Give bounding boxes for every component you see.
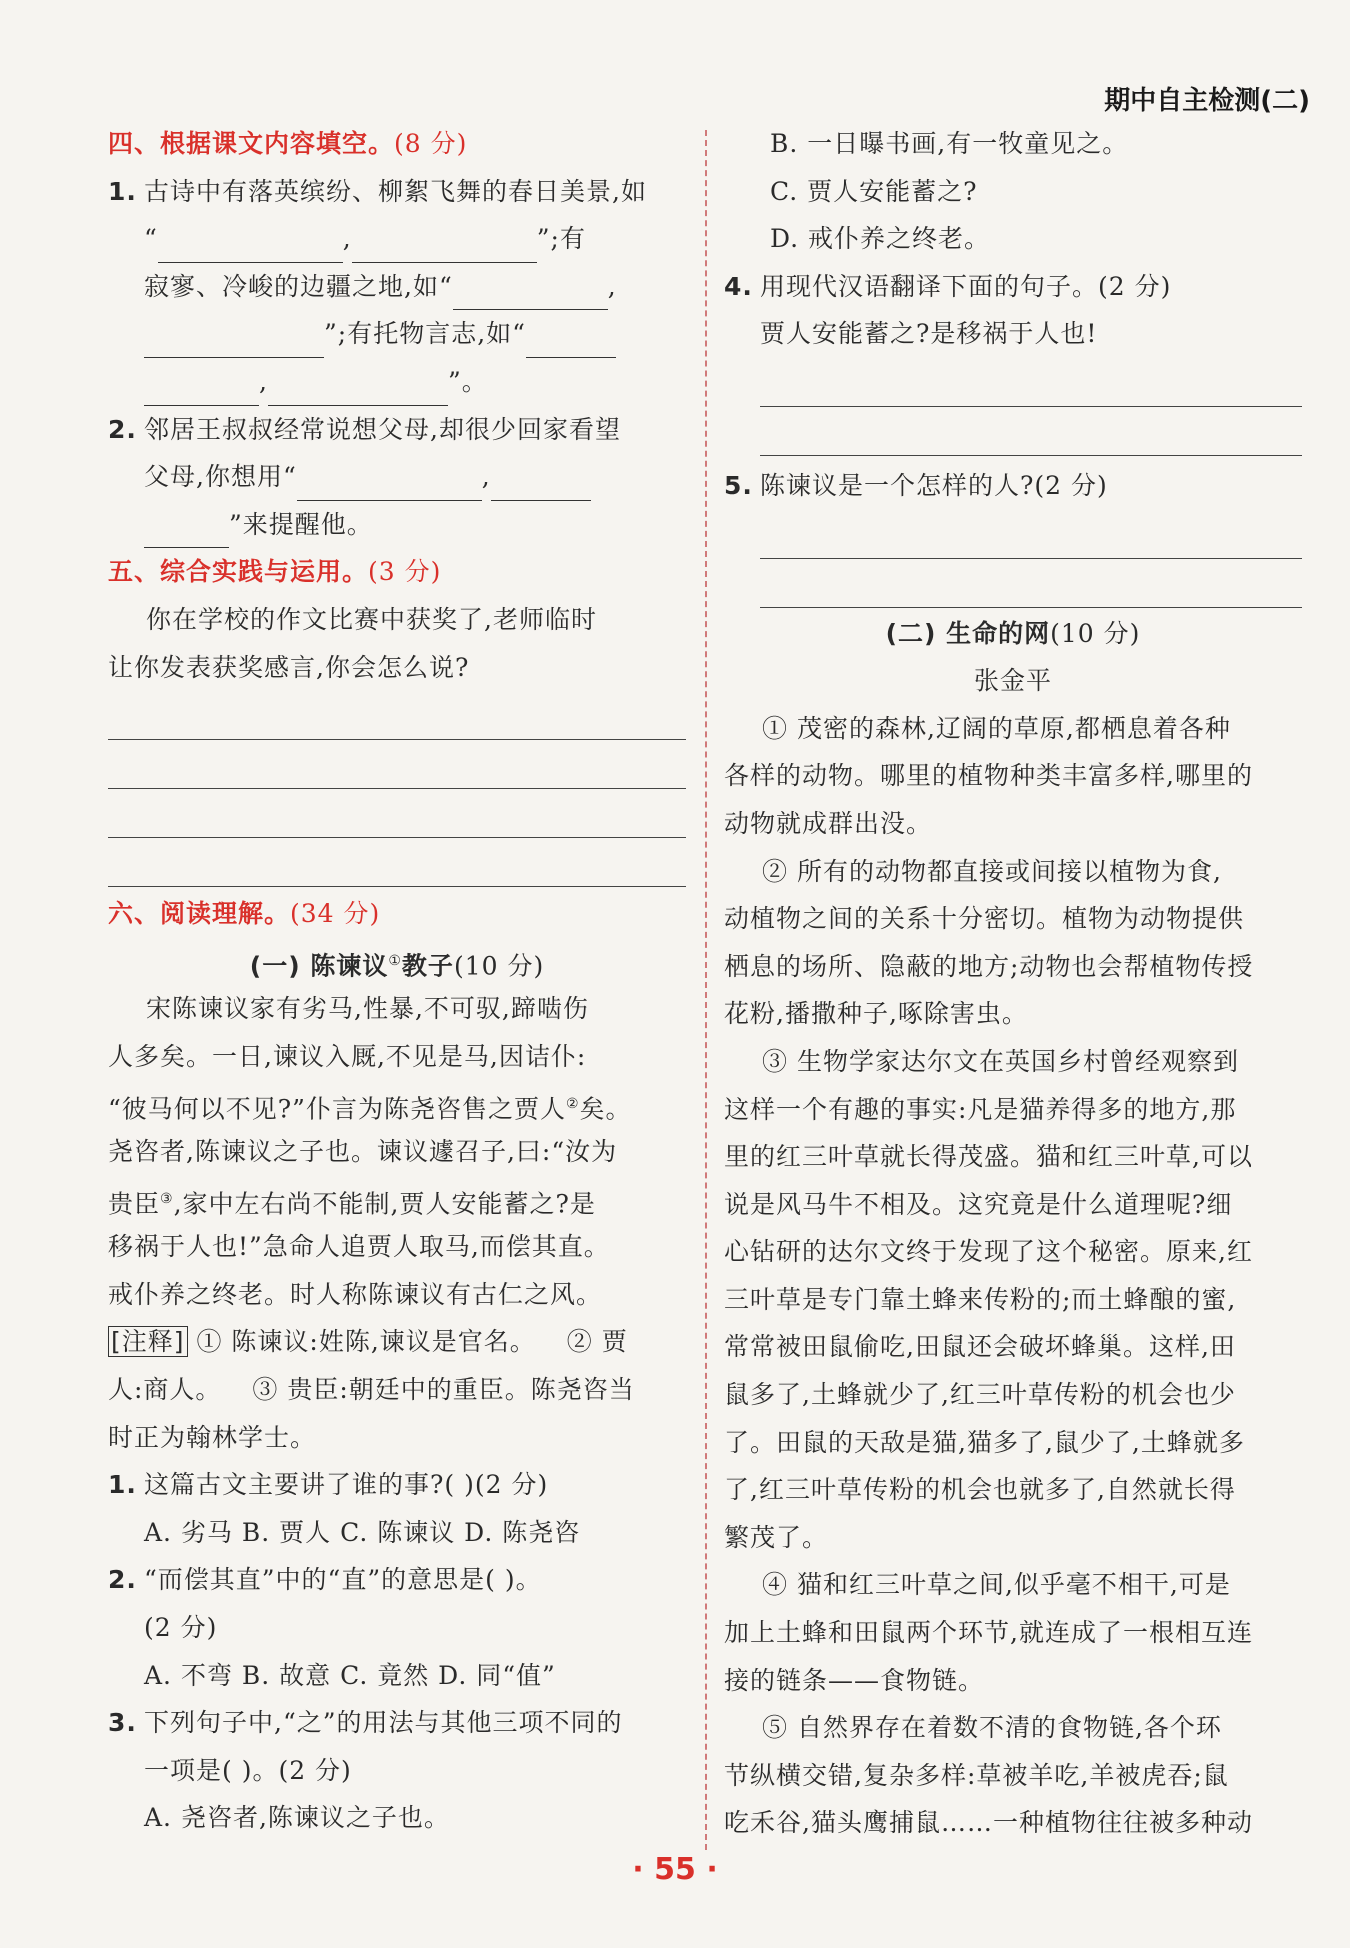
note-text: ② 贾 [566,1327,628,1357]
s6-q3-option-b[interactable]: B. 一日曝书画,有一牧童见之。 [770,129,1129,158]
s6-q3-option-a[interactable]: A. 尧咨者,陈谏议之子也。 [144,1803,450,1833]
s6-q4 [724,263,1302,311]
passage-2-line: 常常被田鼠偷吃,田鼠还会破坏蜂巢。这样,田 [724,1332,1236,1362]
passage-1-title-text: (一) 陈谏议 [249,951,389,981]
footnote-marker: ② [565,1095,580,1112]
header-title: 期中自主检测(二) [1104,86,1310,116]
answer-line[interactable] [108,691,686,740]
s6-q3-option-c[interactable]: C. 贾人安能蓄之? [770,176,978,206]
passage-2-line: 花粉,播撒种子,啄除害虫。 [724,999,1028,1029]
section-4-heading [108,120,686,168]
notes-line3: 时正为翰林学士。 [108,1422,317,1452]
passage-2-line: 繁茂了。 [724,1522,829,1552]
passage-1-line [108,1081,686,1129]
punct: , [481,462,491,492]
passage-2-line: 吃禾谷,猫头鹰捕鼠……一种植物往往被多种动 [724,1808,1253,1838]
passage-1-points: (10 分) [453,951,545,981]
punct: , [607,271,617,301]
section-5-heading [108,548,686,596]
page-number: · 55 · [632,1852,718,1887]
s6-q1-options[interactable]: A. 劣马 B. 贾人 C. 陈谏议 D. 陈尧咨 [144,1517,581,1547]
answer-line[interactable] [760,358,1302,407]
s4-q1-text: ”;有托物言志,如“ [324,319,526,349]
s4-q1-line3 [108,263,686,311]
fill-blank[interactable] [297,470,482,501]
s4-q1-line2 [108,215,686,263]
note-text: ① 陈谏议:姓陈,谏议是官名。 [196,1327,536,1357]
s6-q4-sentence: 贾人安能蓄之?是移祸于人也! [760,319,1098,349]
fill-blank[interactable] [491,470,591,501]
passage-1-line: 戒仆养之终老。时人称陈谏议有古仁之风。 [108,1279,603,1309]
s6-q2-options[interactable]: A. 不弯 B. 故意 C. 竟然 D. 同“值” [144,1660,556,1690]
s4-q1-text: 古诗中有落英缤纷、柳絮飞舞的春日美景,如 [144,176,647,206]
passage-text: “彼马何以不见?”仆言为陈尧咨售之贾人 [108,1093,566,1123]
passage-2-line: 说是风马牛不相及。这究竟是什么道理呢?细 [724,1189,1233,1219]
section-4-title: 四、根据课文内容填空。 [108,129,395,158]
footnote-marker: ③ [160,1190,174,1207]
punct: , [259,366,268,396]
passage-text: ,家中左右尚不能制,贾人安能蓄之?是 [173,1189,596,1219]
s4-q2-line2 [108,453,686,501]
s4-q2-text: 邻居王叔叔经常说想父母,却很少回家看望 [144,414,621,444]
section-6-heading [108,890,686,938]
s6-q3-line2: 一项是( )。(2 分) [144,1755,352,1785]
passage-2-points: (10 分) [1050,618,1141,648]
s6-q2-text: “而偿其直”中的“直”的意思是( )。 [144,1565,542,1595]
s4-q1-line1 [108,168,686,216]
passage-2-line: ③ 生物学家达尔文在英国乡村曾经观察到 [762,1046,1239,1076]
fill-blank[interactable] [526,327,616,358]
passage-text: 贵臣 [108,1189,161,1219]
passage-2-line: 了。田鼠的天敌是猫,猫多了,鼠少了,土蜂就多 [724,1427,1245,1457]
fill-blank[interactable] [144,375,259,406]
s6-q3-text: 下列句子中,“之”的用法与其他三项不同的 [144,1708,623,1738]
passage-2-line: 了,红三叶草传粉的机会也就多了,自然就长得 [724,1475,1236,1505]
passage-2-line: ④ 猫和红三叶草之间,似乎毫不相干,可是 [762,1570,1231,1600]
passage-text: 矣。 [579,1093,632,1123]
passage-2-line: 三叶草是专门靠土蜂来传粉的;而土蜂酿的蜜, [724,1284,1237,1314]
s6-q1 [108,1461,686,1509]
passage-2-line: 加上土蜂和田鼠两个环节,就连成了一根相互连 [724,1618,1253,1648]
section-6-title: 六、阅读理解。 [108,899,291,929]
answer-line[interactable] [760,559,1302,608]
left-column [108,120,686,1842]
answer-line[interactable] [108,740,686,789]
s6-q4-text: 用现代汉语翻译下面的句子。(2 分) [760,271,1172,301]
s6-q5-text: 陈谏议是一个怎样的人?(2 分) [760,470,1108,500]
s6-q1-text: 这篇古文主要讲了谁的事?( )(2 分) [144,1470,549,1500]
passage-2-author: 张金平 [973,666,1052,696]
s4-q2-text: 父母,你想用“ [144,462,297,492]
question-number: 2. [108,414,137,444]
s4-q2-line3 [108,501,686,549]
passage-2-line: 接的链条——食物链。 [724,1665,985,1695]
right-column [724,120,1302,1847]
answer-line[interactable] [108,789,686,838]
passage-2-line: ② 所有的动物都直接或间接以植物为食, [762,856,1222,886]
passage-2-line: 动植物之间的关系十分密切。植物为动物提供 [724,904,1245,934]
s6-q3-option-d[interactable]: D. 戒仆养之终老。 [770,224,991,254]
passage-2-line: 这样一个有趣的事实:凡是猫养得多的地方,那 [724,1094,1237,1124]
fill-blank[interactable] [453,279,608,310]
passage-1-line: 尧咨者,陈谏议之子也。谏议遽召子,曰:“汝为 [108,1137,618,1167]
passage-1-title-text: 教子 [401,951,454,981]
s4-q1-line5 [108,358,686,406]
notes-line1 [108,1318,686,1366]
fill-blank[interactable] [352,232,537,263]
s5-line2: 让你发表获奖感言,你会怎么说? [108,652,470,682]
s4-q2-text: ”来提醒他。 [229,509,373,539]
passage-1-line [108,1176,686,1224]
note-text: ③ 贵臣:朝廷中的重臣。陈尧咨当 [252,1375,635,1405]
notes-line2 [108,1366,686,1414]
s6-q3-line1 [108,1699,686,1747]
passage-2-line: ⑤ 自然界存在着数不清的食物链,各个环 [762,1713,1222,1743]
section-6-points: (34 分) [290,899,381,929]
section-4-points: (8 分) [394,129,468,158]
question-number: 1. [108,176,137,206]
s4-q1-text: 寂寥、冷峻的边疆之地,如“ [144,271,453,301]
passage-2-line: ① 茂密的森林,辽阔的草原,都栖息着各种 [762,713,1231,743]
passage-2-line: 心钻研的达尔文终于发现了这个秘密。原来,红 [724,1237,1253,1267]
section-5-points: (3 分) [368,557,442,587]
punct: ”。 [447,366,488,396]
passage-2-line: 里的红三叶草就长得茂盛。猫和红三叶草,可以 [724,1142,1253,1172]
section-5-title: 五、综合实践与运用。 [108,557,369,587]
answer-line[interactable] [760,510,1302,559]
question-number: 2. [108,1565,137,1595]
question-number: 1. [108,1470,137,1500]
fill-blank[interactable] [144,327,324,358]
passage-1-line: 移祸于人也!”急命人追贾人取马,而偿其直。 [108,1232,610,1262]
answer-line[interactable] [108,838,686,887]
s6-q5 [724,462,1302,510]
passage-2-line: 各样的动物。哪里的植物种类丰富多样,哪里的 [724,761,1253,791]
s6-q2 [108,1556,686,1604]
fill-blank[interactable] [158,232,343,263]
punct: ”;有 [536,224,586,254]
s4-q2-line1 [108,406,686,454]
passage-2-line: 动物就成群出没。 [724,808,933,838]
passage-2-title-text: (二) 生命的网 [885,618,1051,648]
s6-q2-points: (2 分) [144,1613,218,1643]
s4-q1-line4 [108,310,686,358]
fill-blank[interactable] [268,375,448,406]
notes-label: [注释] [108,1326,188,1357]
passage-2-line: 鼠多了,土蜂就少了,红三叶草传粉的机会也少 [724,1380,1236,1410]
question-number: 5. [724,470,753,500]
passage-1-line: 人多矣。一日,谏议入厩,不见是马,因诘仆: [108,1041,587,1071]
fill-blank[interactable] [144,517,229,548]
column-divider [705,130,707,1850]
note-text: 人:商人。 [108,1375,222,1405]
question-number: 3. [108,1708,137,1738]
passage-2-line: 节纵横交错,复杂多样:草被羊吃,羊被虎吞;鼠 [724,1760,1229,1790]
passage-1-line: 宋陈谏议家有劣马,性暴,不可驭,蹄啮伤 [146,994,589,1024]
quote-mark: “ [144,224,158,254]
passage-2-title [724,610,1302,658]
punct: , [342,224,352,254]
s5-line1: 你在学校的作文比赛中获奖了,老师临时 [146,604,597,634]
passage-1-title [108,938,686,986]
footnote-marker: ① [388,952,402,969]
passage-2-line: 栖息的场所、隐蔽的地方;动物也会帮植物传授 [724,951,1254,981]
question-number: 4. [724,271,753,301]
answer-line[interactable] [760,407,1302,456]
